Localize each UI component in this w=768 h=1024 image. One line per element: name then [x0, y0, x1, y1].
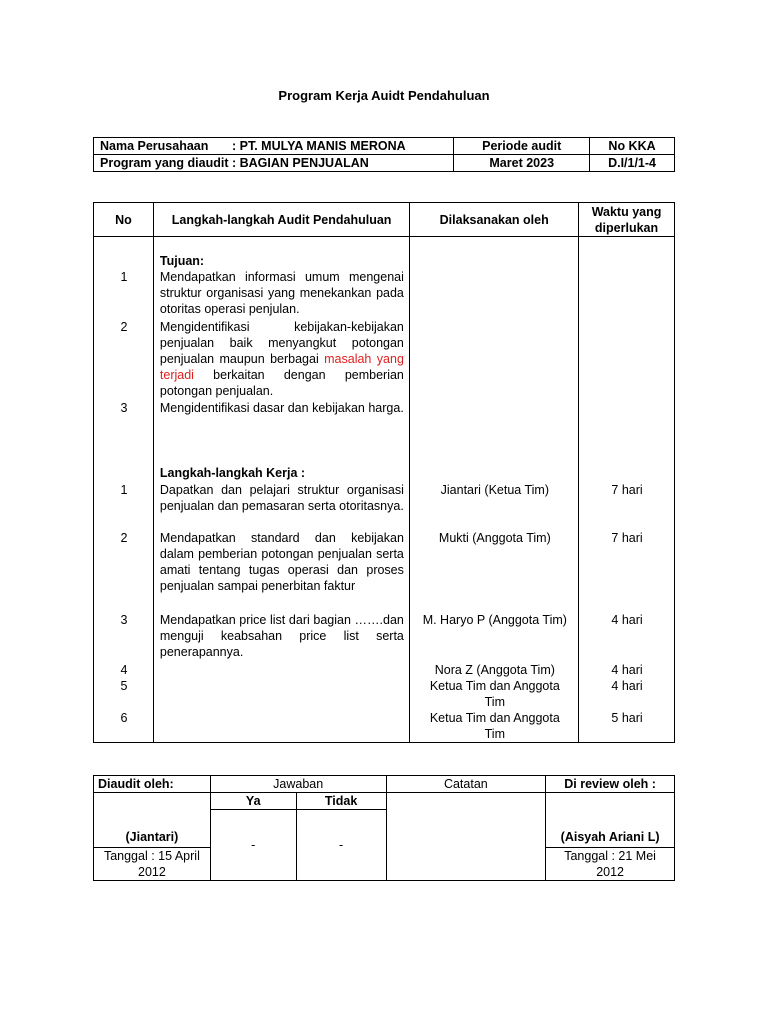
reviewed-by-label: Di review oleh : — [546, 776, 675, 793]
step-number: 6 — [120, 711, 128, 725]
audit-date: Tanggal : 15 April 2012 — [94, 848, 211, 881]
program-label: Program yang diaudit — [100, 156, 229, 170]
program-value: : BAGIAN PENJUALAN — [231, 156, 369, 170]
duration: 5 hari — [611, 711, 643, 725]
highlighted-text: masalah yang terjadi — [159, 352, 404, 382]
notes-label: Catatan — [386, 776, 546, 793]
auditor-name: (Jiantari) — [94, 793, 211, 848]
review-date: Tanggal : 21 Mei 2012 — [546, 848, 675, 881]
step-number: 2 — [120, 531, 128, 545]
objective-text-part: Mengidentifikasi kebijakan-kebijakan penjualan baik menyangkut potongan penjualan maupun berbagai — [159, 320, 404, 366]
reviewer-name: (Aisyah Ariani L) — [546, 793, 675, 848]
answer-label: Jawaban — [210, 776, 386, 793]
kka-value: D.I/1/1-4 — [590, 155, 675, 172]
duration: 7 hari — [611, 483, 643, 497]
steps-heading: Langkah-langkah Kerja : — [159, 466, 306, 480]
period-label: Periode audit — [454, 138, 590, 155]
step-text: Mendapatkan standard dan kebijakan dalam pemberian potongan penjualan serta amati tentang tugas operasi dan proses penjualan sampai penerbitan faktur — [159, 531, 404, 593]
header-no: No — [94, 203, 154, 237]
executor: Ketua Tim dan Anggota Tim — [429, 711, 560, 741]
audit-program-table — [93, 202, 675, 743]
header-info-table — [93, 137, 675, 172]
page-title: Program Kerja Auidt Pendahuluan — [278, 88, 490, 103]
objective-text: Mengidentifikasi dasar dan kebijakan harga. — [159, 401, 404, 415]
executor: Jiantari (Ketua Tim) — [440, 483, 550, 497]
period-value: Maret 2023 — [454, 155, 590, 172]
audited-by-label: Diaudit oleh: — [94, 776, 211, 793]
objective-text-part: berkaitan dengan pemberian potongan penjualan. — [159, 368, 404, 398]
step-text: Dapatkan dan pelajari struktur organisasi penjualan dan pemasaran serta otoritasnya. — [159, 483, 404, 513]
executed-by-column — [410, 237, 579, 743]
program-cell — [94, 155, 454, 172]
header-time-needed: Waktu yang diperlukan — [579, 203, 675, 237]
header-executed-by: Dilaksanakan oleh — [410, 203, 579, 237]
duration: 7 hari — [611, 531, 643, 545]
step-text: Mendapatkan price list dari bagian …….dan menguji keabsahan price list serta penerapannya. — [159, 613, 404, 659]
yes-label: Ya — [210, 793, 296, 810]
no-value: - — [296, 810, 386, 881]
header-steps: Langkah-langkah Audit Pendahuluan — [153, 203, 409, 237]
objective-number: 3 — [120, 401, 128, 415]
no-label: Tidak — [296, 793, 386, 810]
kka-label: No KKA — [590, 138, 675, 155]
step-number: 5 — [120, 679, 128, 693]
notes-cell — [386, 793, 546, 881]
no-column — [94, 237, 154, 743]
objective-text: Mendapatkan informasi umum mengenai struktur organisasi yang menekankan pada otoritas operasi penjulan. — [159, 270, 404, 316]
company-cell — [94, 138, 454, 155]
signoff-table — [93, 775, 675, 881]
objectives-heading: Tujuan: — [159, 254, 205, 268]
company-value: : PT. MULYA MANIS MERONA — [232, 139, 406, 153]
step-number: 3 — [120, 613, 128, 627]
objective-number: 1 — [120, 270, 128, 284]
steps-column — [153, 237, 409, 743]
duration: 4 hari — [611, 679, 643, 693]
yes-value: - — [210, 810, 296, 881]
executor: Nora Z (Anggota Tim) — [434, 663, 555, 677]
duration: 4 hari — [611, 613, 643, 627]
executor: Mukti (Anggota Tim) — [438, 531, 551, 545]
executor: Ketua Tim dan Anggota Tim — [429, 679, 560, 709]
company-label: Nama Perusahaan — [100, 139, 209, 153]
time-column — [579, 237, 675, 743]
executor: M. Haryo P (Anggota Tim) — [422, 613, 567, 627]
objective-number: 2 — [120, 320, 128, 334]
step-number: 1 — [120, 483, 128, 497]
step-number: 4 — [120, 663, 128, 677]
objective-text — [160, 319, 404, 399]
duration: 4 hari — [611, 663, 643, 677]
